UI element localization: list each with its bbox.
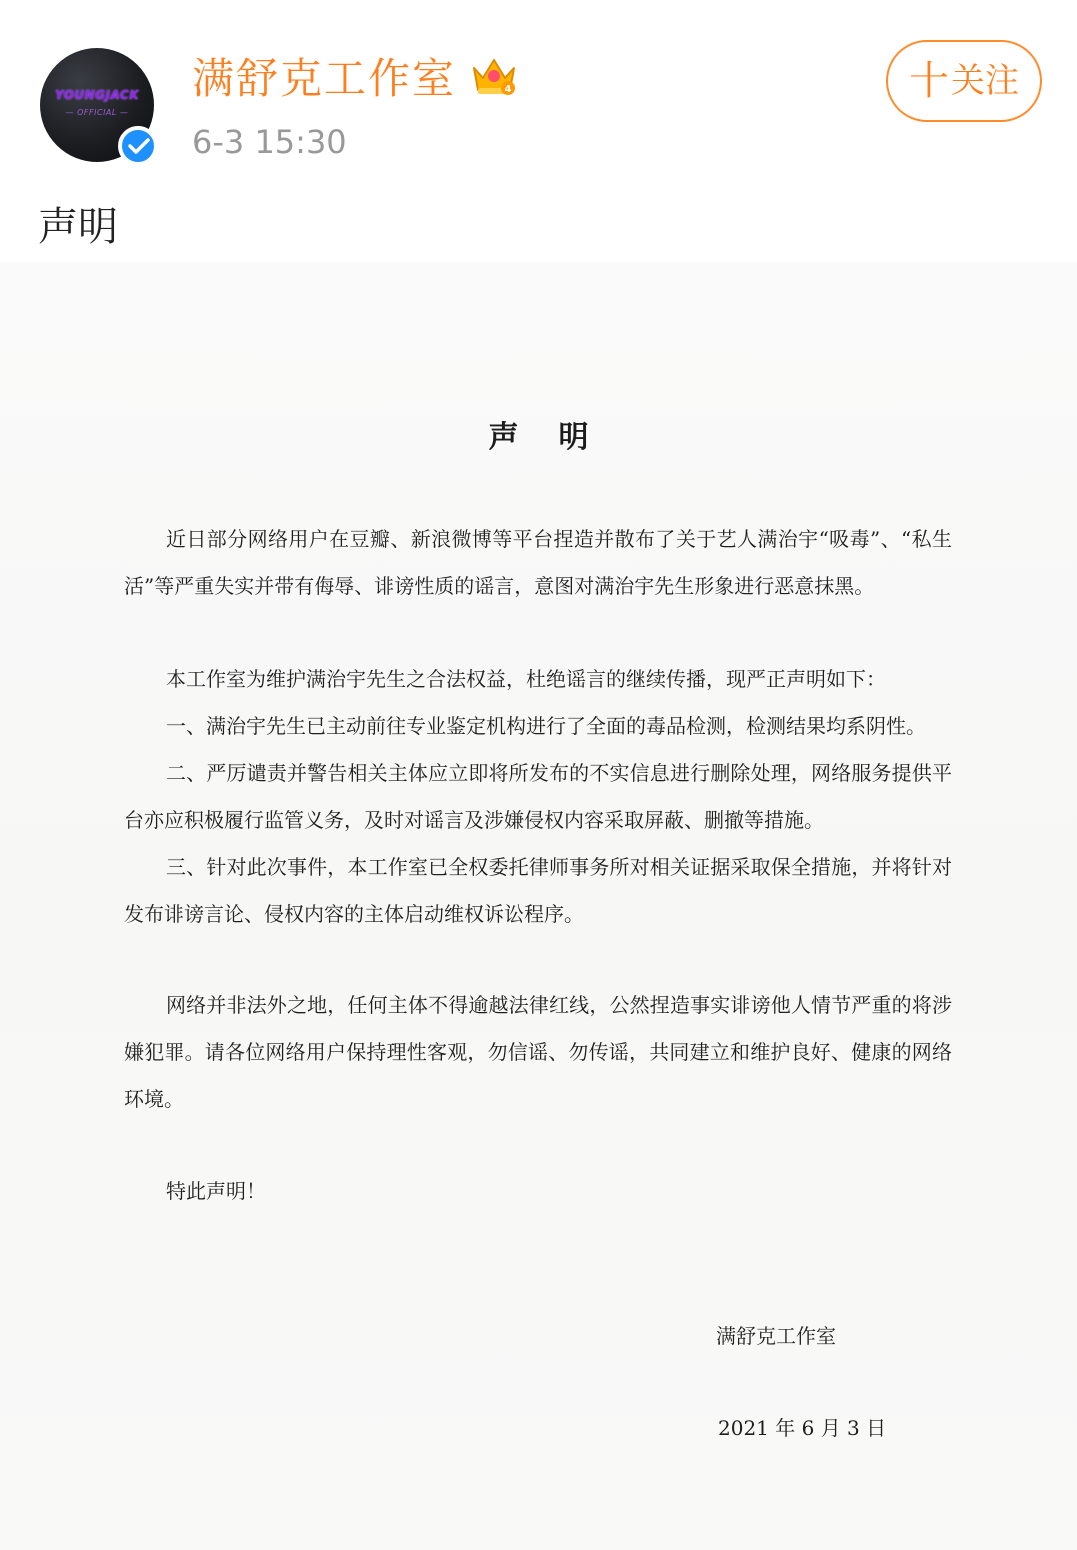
statement-signature: 满舒克工作室 xyxy=(716,1324,836,1348)
statement-title: 声明 xyxy=(488,420,629,455)
statement-paragraph: 一、满治宇先生已主动前往专业鉴定机构进行了全面的毒品检测，检测结果均系阴性。 xyxy=(166,714,926,738)
statement-image[interactable] xyxy=(0,262,1077,1550)
follow-label: 关注 xyxy=(951,61,1019,101)
statement-paragraph: 网络并非法外之地，任何主体不得逾越法律红线，公然捏造事实诽谤他人情节严重的将涉嫌犯罪。请各位网络用户保持理性客观，勿信谣、勿传谣，共同建立和维护良好、健康的网络环境。 xyxy=(124,993,952,1111)
statement-paragraph: 本工作室为维护满治宇先生之合法权益，杜绝谣言的继续传播，现严正声明如下： xyxy=(166,667,886,691)
username[interactable]: 满舒克工作室 xyxy=(192,54,457,103)
statement-paragraph: 近日部分网络用户在豆瓣、新浪微博等平台捏造并散布了关于艺人满治宇“吸毒”、“私生活”等严重失实并带有侮辱、诽谤性质的谣言，意图对满治宇先生形象进行恶意抹黑。 xyxy=(124,527,952,598)
post-header xyxy=(0,0,1077,180)
statement-closing: 特此声明！ xyxy=(166,1179,266,1203)
avatar-logo-subtext: — OFFICIAL — xyxy=(65,108,129,117)
vip-level: 4 xyxy=(504,84,512,95)
vip-crown-icon xyxy=(470,54,518,98)
follow-plus-icon: 十 xyxy=(909,58,949,104)
statement-date: 2021 年 6 月 3 日 xyxy=(718,1416,887,1440)
post-timestamp: 6-3 15:30 xyxy=(192,123,347,161)
verified-icon xyxy=(118,126,158,166)
statement-paragraph: 三、针对此次事件，本工作室已全权委托律师事务所对相关证据采取保全措施，并将针对发布诽谤言论、侵权内容的主体启动维权诉讼程序。 xyxy=(124,855,952,926)
statement-paragraph: 二、严厉谴责并警告相关主体应立即将所发布的不实信息进行删除处理，网络服务提供平台亦应积极履行监管义务，及时对谣言及涉嫌侵权内容采取屏蔽、删撤等措施。 xyxy=(124,761,952,832)
avatar-logo-text: YOUNGJACK xyxy=(54,88,140,102)
follow-button[interactable] xyxy=(886,40,1042,122)
post-text: 声明 xyxy=(38,204,118,250)
